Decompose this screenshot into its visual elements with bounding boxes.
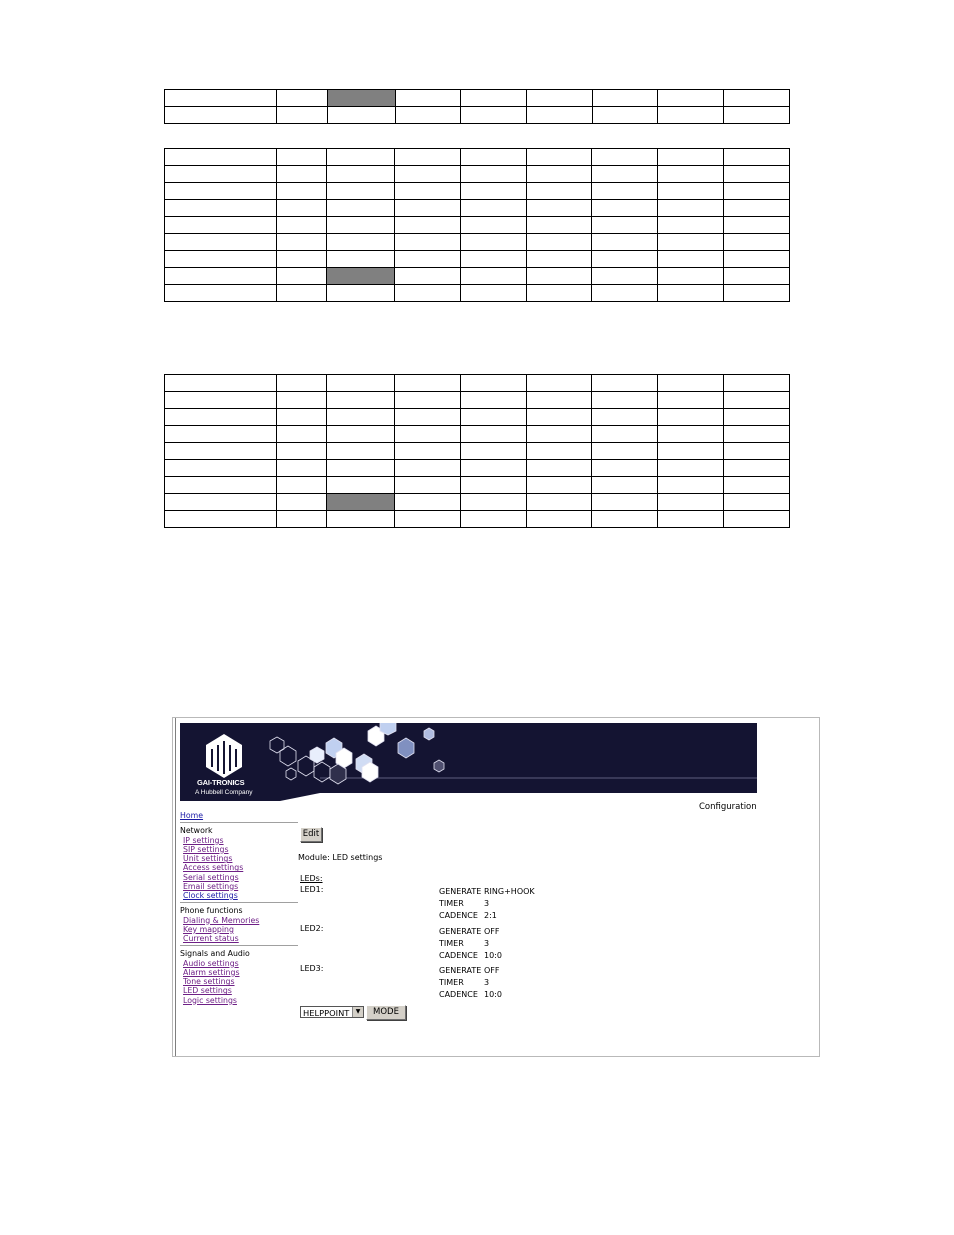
table-cell <box>461 494 527 511</box>
table-cell <box>395 234 461 251</box>
table-cell <box>592 200 658 217</box>
table-cell <box>327 183 395 200</box>
table-cell <box>277 443 327 460</box>
table-cell <box>277 285 327 302</box>
table-cell <box>165 460 277 477</box>
table-cell <box>165 375 277 392</box>
table-cell <box>395 251 461 268</box>
table-cell <box>395 392 461 409</box>
table-cell <box>658 149 724 166</box>
table-cell <box>165 268 277 285</box>
led1-cadence-value: 2:1 <box>484 911 497 920</box>
table-cell <box>165 477 277 494</box>
table-cell <box>327 375 395 392</box>
table-cell <box>277 460 327 477</box>
table-cell <box>527 477 592 494</box>
led1-generate-label: GENERATE <box>439 887 482 896</box>
table-cell <box>328 107 396 124</box>
chevron-down-icon[interactable]: ▼ <box>352 1007 363 1017</box>
table-row <box>165 375 790 392</box>
table-cell <box>461 251 527 268</box>
page-title: Configuration <box>699 802 757 812</box>
table-cell <box>658 494 724 511</box>
blank-table-3 <box>164 374 790 528</box>
table-cell <box>461 477 527 494</box>
table-cell <box>724 477 790 494</box>
mode-select-value: HELPPOINT <box>303 1008 350 1018</box>
table-cell <box>461 268 527 285</box>
table-cell <box>165 285 277 302</box>
table-cell <box>592 90 657 107</box>
table-row <box>165 149 790 166</box>
table-row <box>165 426 790 443</box>
nav-link-alarm-settings[interactable]: Alarm settings <box>183 967 240 977</box>
table-cell <box>527 183 592 200</box>
table-cell <box>724 285 790 302</box>
table-cell <box>395 268 461 285</box>
table-cell <box>277 375 327 392</box>
table-cell <box>527 460 592 477</box>
table-cell <box>658 460 724 477</box>
nav-link-sip-settings[interactable]: SIP settings <box>183 844 229 854</box>
nav-separator <box>180 902 298 903</box>
table-cell <box>277 217 327 234</box>
led1-timer-label: TIMER <box>439 899 464 908</box>
table-cell <box>658 166 724 183</box>
table-cell <box>461 183 527 200</box>
table-cell <box>461 90 526 107</box>
nav-home-link[interactable]: Home <box>180 811 204 820</box>
table-cell <box>527 234 592 251</box>
table-cell <box>724 251 790 268</box>
table-cell <box>658 392 724 409</box>
table-cell <box>165 200 277 217</box>
led2-generate-label: GENERATE <box>439 927 482 936</box>
table-cell <box>592 166 658 183</box>
table-cell <box>395 183 461 200</box>
table-cell <box>395 200 461 217</box>
table-cell <box>658 200 724 217</box>
table-cell <box>658 251 724 268</box>
table-cell <box>395 217 461 234</box>
nav-link-tone-settings[interactable]: Tone settings <box>183 977 235 987</box>
led1-label: LED1: <box>300 885 324 894</box>
table-row <box>165 166 790 183</box>
table-cell <box>592 409 658 426</box>
table-cell <box>165 107 277 124</box>
table-cell <box>527 443 592 460</box>
table-row <box>165 285 790 302</box>
table-cell <box>657 107 723 124</box>
table-cell <box>658 285 724 302</box>
nav-link-email-settings[interactable]: Email settings <box>183 881 239 891</box>
nav-link-serial-settings[interactable]: Serial settings <box>183 872 239 882</box>
table-row <box>165 477 790 494</box>
table-cell <box>658 268 724 285</box>
table-cell <box>395 149 461 166</box>
led2-generate-value: OFF <box>484 927 500 936</box>
table-row <box>165 107 790 124</box>
table-cell <box>724 166 790 183</box>
table-cell <box>527 426 592 443</box>
table-cell <box>526 107 592 124</box>
nav-section-network: Network <box>180 826 213 836</box>
table-cell <box>395 375 461 392</box>
nav-section-phone: Phone functions <box>180 906 243 916</box>
nav-link-ip-settings[interactable]: IP settings <box>183 835 224 845</box>
table-cell <box>165 149 277 166</box>
table-cell <box>277 511 327 528</box>
led1-timer-value: 3 <box>484 899 490 908</box>
brand-tagline: A Hubbell Company <box>195 789 253 796</box>
table-cell <box>395 166 461 183</box>
sidebar-nav <box>180 811 298 1005</box>
table-cell <box>527 285 592 302</box>
table-cell <box>461 234 527 251</box>
table-row <box>165 217 790 234</box>
table-cell <box>658 477 724 494</box>
table-cell <box>395 426 461 443</box>
table-cell <box>165 251 277 268</box>
table-cell <box>461 107 526 124</box>
table-cell <box>658 234 724 251</box>
led2-cadence-label: CADENCE <box>439 951 478 960</box>
table-cell <box>277 149 327 166</box>
table-cell <box>527 494 592 511</box>
table-cell <box>527 166 592 183</box>
table-row <box>165 443 790 460</box>
module-label: Module: LED settings <box>298 853 383 862</box>
table-row <box>165 200 790 217</box>
table-cell <box>395 443 461 460</box>
led3-timer-value: 3 <box>484 978 490 987</box>
table-cell <box>277 392 327 409</box>
table-row <box>165 460 790 477</box>
table-cell <box>527 375 592 392</box>
led3-generate-value: OFF <box>484 966 500 975</box>
table-cell <box>165 217 277 234</box>
table-cell <box>277 200 327 217</box>
table-cell <box>592 268 658 285</box>
led2-timer-value: 3 <box>484 939 490 948</box>
table-cell <box>277 494 327 511</box>
table-cell <box>277 477 327 494</box>
table-cell <box>724 200 790 217</box>
led3-label: LED3: <box>300 964 324 973</box>
brand-name: GAI-TRONICS <box>197 778 245 787</box>
table-row <box>165 409 790 426</box>
table-row <box>165 183 790 200</box>
led3-timer-label: TIMER <box>439 978 464 987</box>
table-cell <box>327 426 395 443</box>
table-cell <box>328 90 396 107</box>
table-cell <box>277 183 327 200</box>
table-cell <box>592 234 658 251</box>
nav-link-logic-settings[interactable]: Logic settings <box>183 995 237 1005</box>
table-cell <box>277 234 327 251</box>
table-cell <box>327 511 395 528</box>
table-cell <box>461 511 527 528</box>
led3-cadence-value: 10:0 <box>484 990 502 999</box>
mode-button[interactable]: MODE <box>366 1005 406 1020</box>
table-cell <box>724 511 790 528</box>
table-cell <box>165 443 277 460</box>
table-cell <box>592 443 658 460</box>
led1-generate-value: RING+HOOK <box>484 887 535 896</box>
table-cell <box>165 166 277 183</box>
blank-table-2 <box>164 148 790 302</box>
table-cell <box>724 234 790 251</box>
table-cell <box>724 268 790 285</box>
table-cell <box>592 217 658 234</box>
table-cell <box>527 392 592 409</box>
table-cell <box>327 149 395 166</box>
led2-timer-label: TIMER <box>439 939 464 948</box>
table-cell <box>658 409 724 426</box>
table-cell <box>327 268 395 285</box>
table-cell <box>527 200 592 217</box>
table-cell <box>724 443 790 460</box>
table-cell <box>461 166 527 183</box>
led3-generate-label: GENERATE <box>439 966 482 975</box>
table-cell <box>165 90 277 107</box>
table-cell <box>396 107 461 124</box>
table-row <box>165 234 790 251</box>
table-cell <box>165 409 277 426</box>
table-cell <box>277 426 327 443</box>
table-cell <box>461 285 527 302</box>
table-cell <box>461 375 527 392</box>
table-cell <box>277 251 327 268</box>
table-cell <box>657 90 723 107</box>
table-row <box>165 494 790 511</box>
table-cell <box>277 90 328 107</box>
table-cell <box>395 460 461 477</box>
table-cell <box>658 511 724 528</box>
table-cell <box>724 375 790 392</box>
table-row <box>165 90 790 107</box>
table-cell <box>395 477 461 494</box>
table-cell <box>658 443 724 460</box>
table-cell <box>165 234 277 251</box>
table-cell <box>723 107 789 124</box>
leds-heading: LEDs: <box>300 874 323 883</box>
table-cell <box>461 217 527 234</box>
table-cell <box>461 426 527 443</box>
table-row <box>165 392 790 409</box>
table-cell <box>327 443 395 460</box>
table-cell <box>527 217 592 234</box>
table-cell <box>527 268 592 285</box>
table-cell <box>395 511 461 528</box>
table-cell <box>165 494 277 511</box>
table-cell <box>165 426 277 443</box>
table-cell <box>592 375 658 392</box>
table-cell <box>277 166 327 183</box>
nav-link-led-settings[interactable]: LED settings <box>183 986 232 996</box>
table-cell <box>592 183 658 200</box>
edit-button[interactable]: Edit <box>300 827 322 842</box>
table-row <box>165 251 790 268</box>
table-cell <box>327 251 395 268</box>
table-cell <box>327 166 395 183</box>
table-cell <box>461 149 527 166</box>
table-cell <box>327 494 395 511</box>
mode-select[interactable] <box>300 1006 364 1018</box>
table-cell <box>461 409 527 426</box>
config-webpage-screenshot <box>172 717 820 1057</box>
nav-separator <box>180 822 298 823</box>
table-cell <box>658 183 724 200</box>
table-cell <box>526 90 592 107</box>
nav-link-unit-settings[interactable]: Unit settings <box>183 854 233 864</box>
table-cell <box>461 443 527 460</box>
left-border-line <box>175 718 176 1056</box>
table-cell <box>592 460 658 477</box>
led1-cadence-label: CADENCE <box>439 911 478 920</box>
led2-cadence-value: 10:0 <box>484 951 502 960</box>
nav-link-access-settings[interactable]: Access settings <box>183 863 244 873</box>
nav-link-dialing-memories[interactable]: Dialing & Memories <box>183 915 260 925</box>
table-cell <box>592 494 658 511</box>
table-cell <box>658 217 724 234</box>
table-row <box>165 511 790 528</box>
table-cell <box>724 183 790 200</box>
table-cell <box>277 268 327 285</box>
blank-table-1 <box>164 89 790 124</box>
nav-link-clock-settings[interactable]: Clock settings <box>183 890 238 900</box>
table-cell <box>658 375 724 392</box>
nav-section-signals: Signals and Audio <box>180 949 250 959</box>
table-cell <box>592 511 658 528</box>
table-cell <box>527 251 592 268</box>
nav-separator <box>180 945 298 946</box>
table-cell <box>592 107 657 124</box>
table-cell <box>592 149 658 166</box>
table-cell <box>165 183 277 200</box>
table-cell <box>165 511 277 528</box>
table-cell <box>724 494 790 511</box>
table-row <box>165 268 790 285</box>
table-cell <box>527 409 592 426</box>
table-cell <box>592 392 658 409</box>
table-cell <box>395 494 461 511</box>
table-cell <box>277 409 327 426</box>
table-cell <box>461 200 527 217</box>
nav-link-current-status[interactable]: Current status <box>183 934 239 944</box>
table-cell <box>461 392 527 409</box>
table-cell <box>277 107 328 124</box>
led2-label: LED2: <box>300 924 324 933</box>
table-cell <box>327 217 395 234</box>
table-cell <box>461 460 527 477</box>
table-cell <box>592 251 658 268</box>
table-cell <box>327 285 395 302</box>
led3-cadence-label: CADENCE <box>439 990 478 999</box>
table-cell <box>396 90 461 107</box>
nav-link-audio-settings[interactable]: Audio settings <box>183 958 239 968</box>
table-cell <box>592 426 658 443</box>
table-cell <box>327 392 395 409</box>
table-cell <box>327 200 395 217</box>
table-cell <box>724 460 790 477</box>
table-cell <box>724 217 790 234</box>
table-cell <box>724 409 790 426</box>
table-cell <box>724 149 790 166</box>
nav-link-key-mapping[interactable]: Key mapping <box>183 924 234 934</box>
table-cell <box>165 392 277 409</box>
table-cell <box>658 426 724 443</box>
table-cell <box>327 409 395 426</box>
table-cell <box>327 234 395 251</box>
table-cell <box>395 285 461 302</box>
table-cell <box>395 409 461 426</box>
table-cell <box>327 460 395 477</box>
table-cell <box>724 392 790 409</box>
table-cell <box>527 149 592 166</box>
table-cell <box>724 426 790 443</box>
table-cell <box>592 285 658 302</box>
table-cell <box>723 90 789 107</box>
table-cell <box>527 511 592 528</box>
table-cell <box>592 477 658 494</box>
table-cell <box>327 477 395 494</box>
